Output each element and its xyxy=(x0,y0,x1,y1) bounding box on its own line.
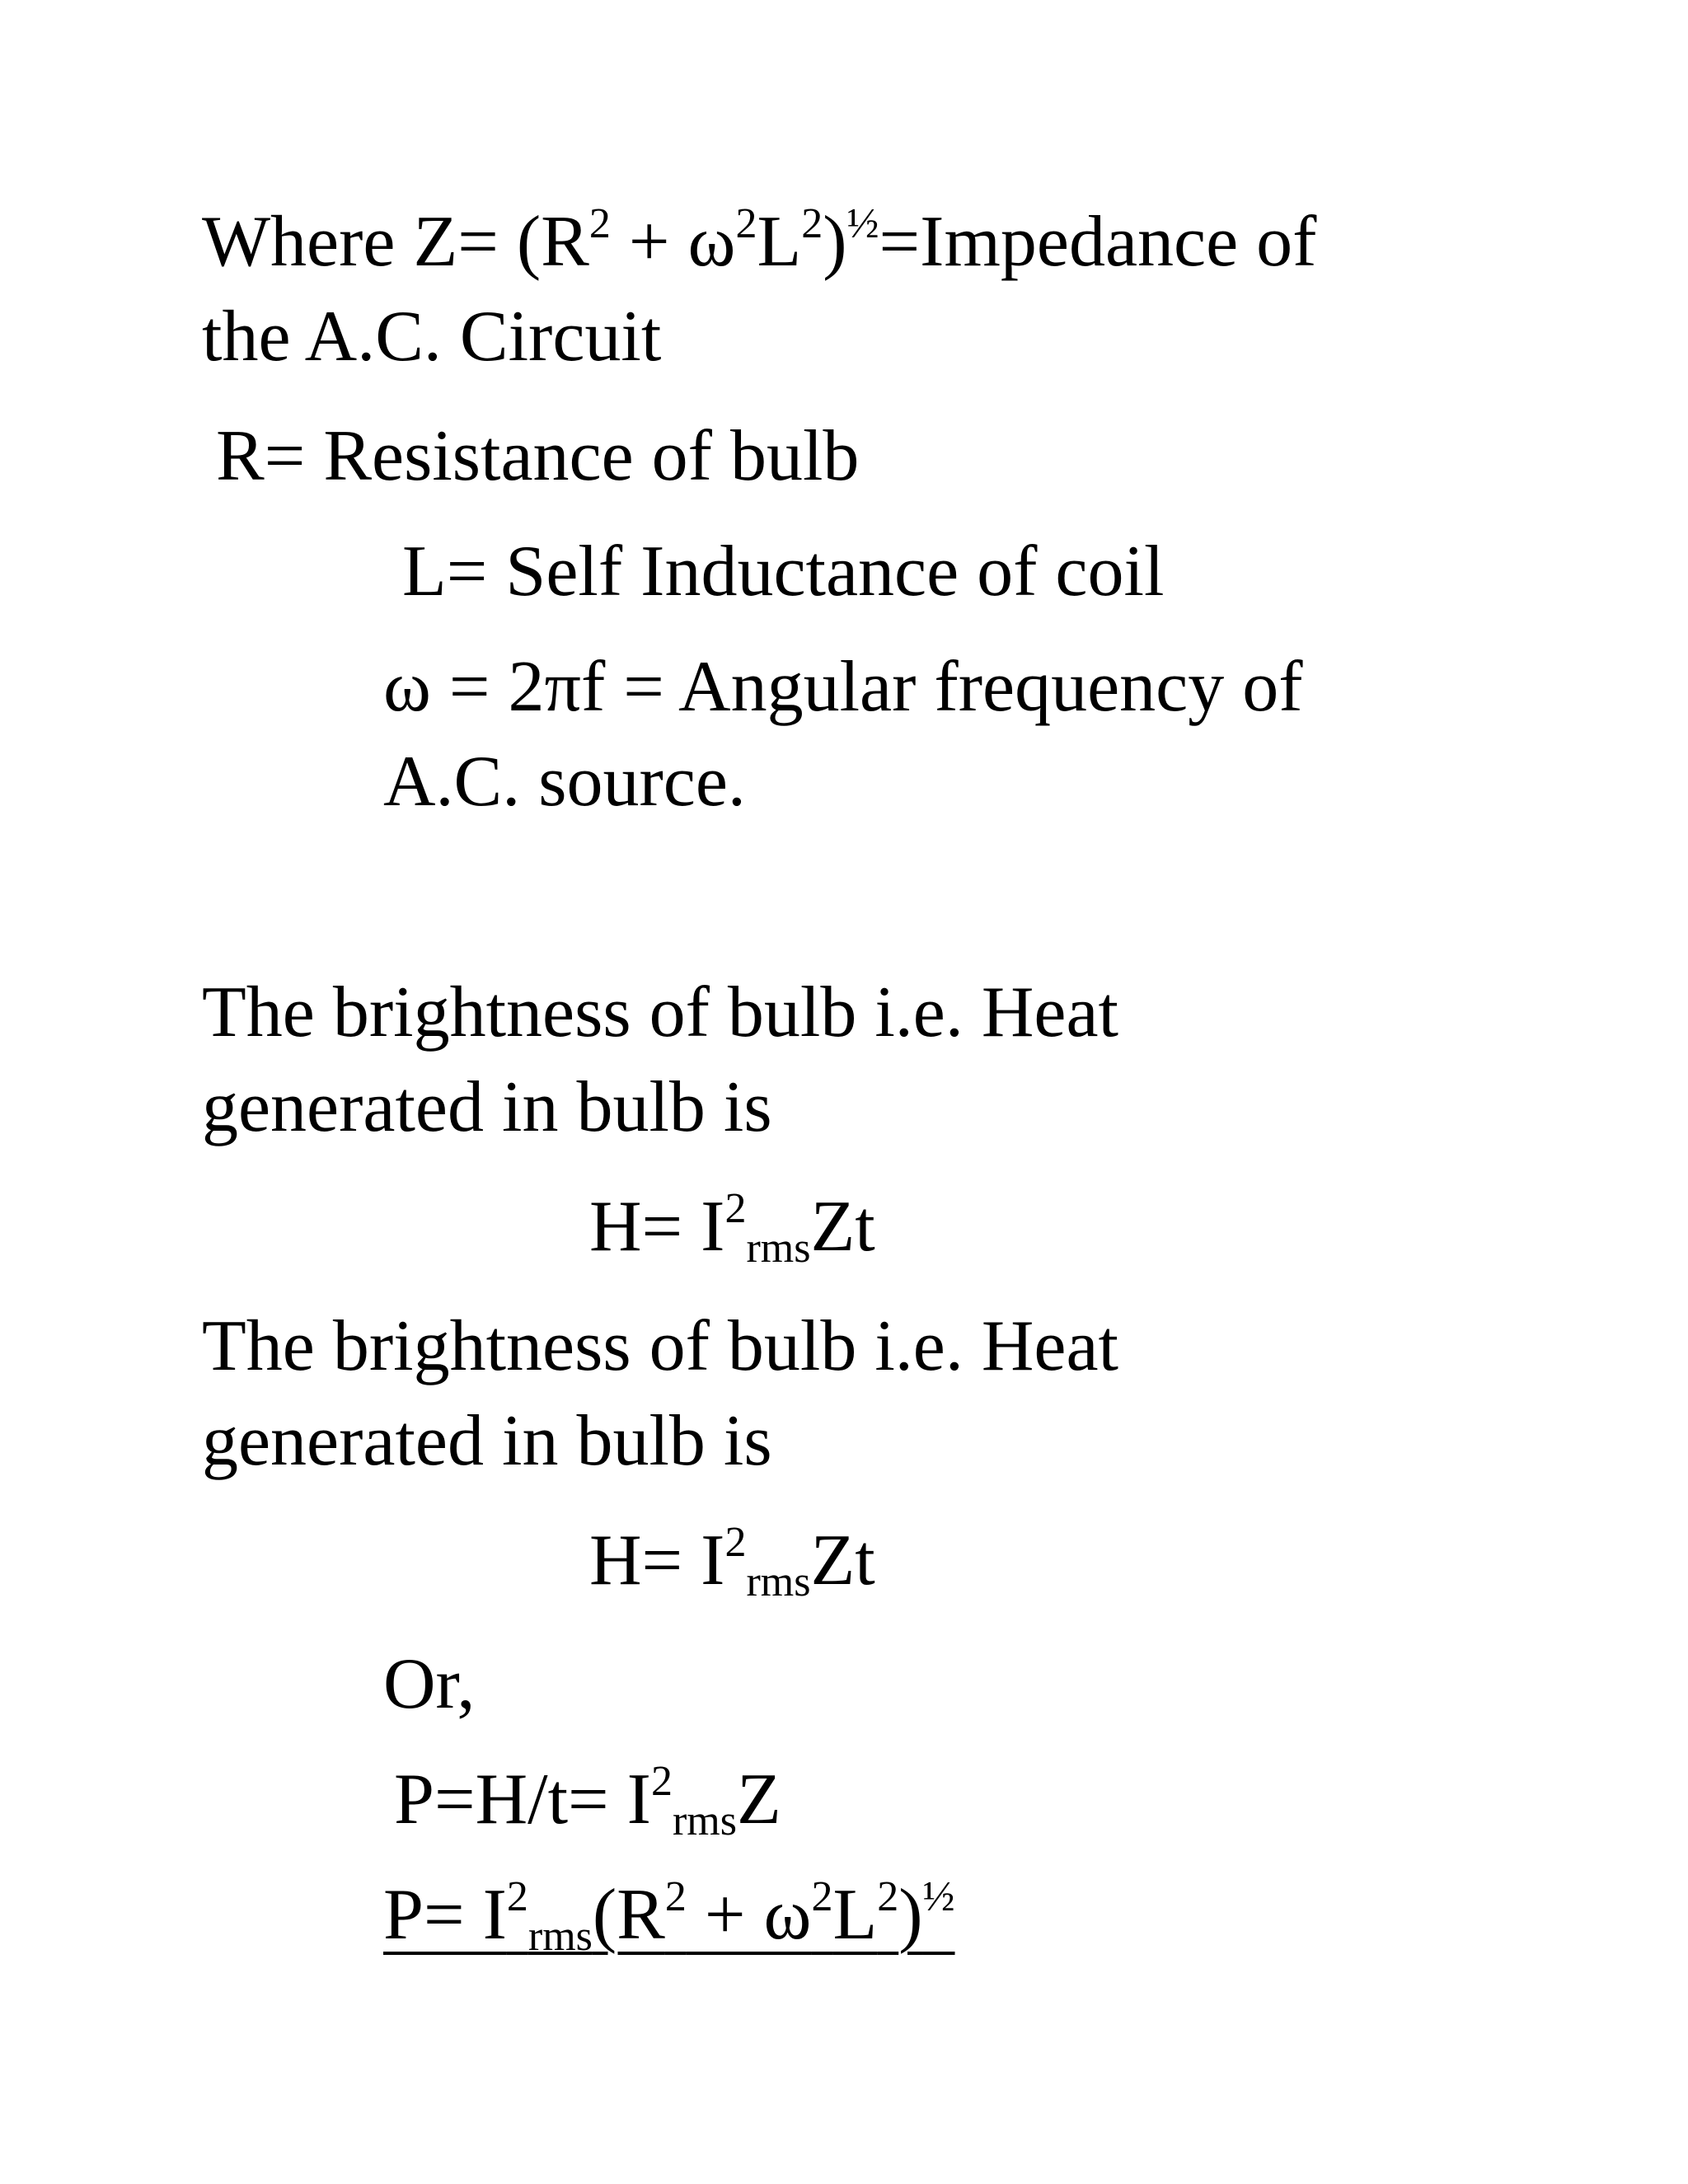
power-final-prefix: P= I xyxy=(383,1875,507,1955)
power-final-close: ) xyxy=(898,1875,923,1955)
superscript-half: ½ xyxy=(846,200,879,247)
subscript: rms xyxy=(746,1558,811,1605)
impedance-plus: + ω xyxy=(610,202,736,282)
heat-eq-suffix: Zt xyxy=(810,1521,875,1601)
superscript: 2 xyxy=(588,200,611,247)
power-final-plus: + ω xyxy=(686,1875,812,1955)
superscript: 2 xyxy=(877,1873,899,1920)
brightness-text-line-1-repeat: The brightness of bulb i.e. Heat xyxy=(202,1306,1118,1386)
impedance-line-2: the A.C. Circuit xyxy=(202,297,662,377)
subscript: rms xyxy=(746,1225,811,1272)
angular-frequency-definition-line-2: A.C. source. xyxy=(383,742,746,822)
heat-eq-prefix: H= I xyxy=(589,1187,725,1267)
superscript: 2 xyxy=(650,1758,673,1805)
subscript: rms xyxy=(672,1797,737,1844)
resistance-definition: R= Resistance of bulb xyxy=(216,416,860,496)
impedance-close: ) xyxy=(823,202,847,282)
superscript: 2 xyxy=(506,1873,528,1920)
impedance-line-1 xyxy=(202,200,1317,282)
brightness-text-line-2-repeat: generated in bulb is xyxy=(202,1401,772,1481)
impedance-prefix: Where Z= (R xyxy=(202,202,589,282)
superscript: 2 xyxy=(735,200,757,247)
power-final-l: L xyxy=(832,1875,878,1955)
impedance-l: L xyxy=(757,202,802,282)
power-equation-final xyxy=(383,1873,955,1960)
angular-frequency-definition-line-1: ω = 2πf = Angular frequency of xyxy=(383,647,1303,727)
impedance-suffix: =Impedance of xyxy=(879,202,1317,282)
power-final-mid: (R xyxy=(592,1875,665,1955)
inductance-definition: L= Self Inductance of coil xyxy=(402,532,1165,612)
brightness-text-line-1: The brightness of bulb i.e. Heat xyxy=(202,972,1118,1052)
superscript: 2 xyxy=(801,200,823,247)
heat-equation-repeat xyxy=(589,1519,875,1605)
power-eq-suffix: Z xyxy=(736,1760,781,1840)
heat-eq-suffix: Zt xyxy=(810,1187,875,1267)
superscript: 2 xyxy=(811,1873,833,1920)
heat-eq-prefix: H= I xyxy=(589,1521,725,1601)
superscript: 2 xyxy=(664,1873,687,1920)
or-text: Or, xyxy=(383,1644,476,1724)
superscript-half: ½ xyxy=(922,1873,955,1920)
heat-equation xyxy=(589,1185,875,1272)
power-eq-prefix: P=H/t= I xyxy=(394,1760,651,1840)
superscript: 2 xyxy=(724,1185,747,1232)
brightness-text-line-2: generated in bulb is xyxy=(202,1067,772,1147)
power-equation-1 xyxy=(394,1758,781,1844)
subscript: rms xyxy=(528,1913,593,1960)
superscript: 2 xyxy=(724,1519,747,1566)
